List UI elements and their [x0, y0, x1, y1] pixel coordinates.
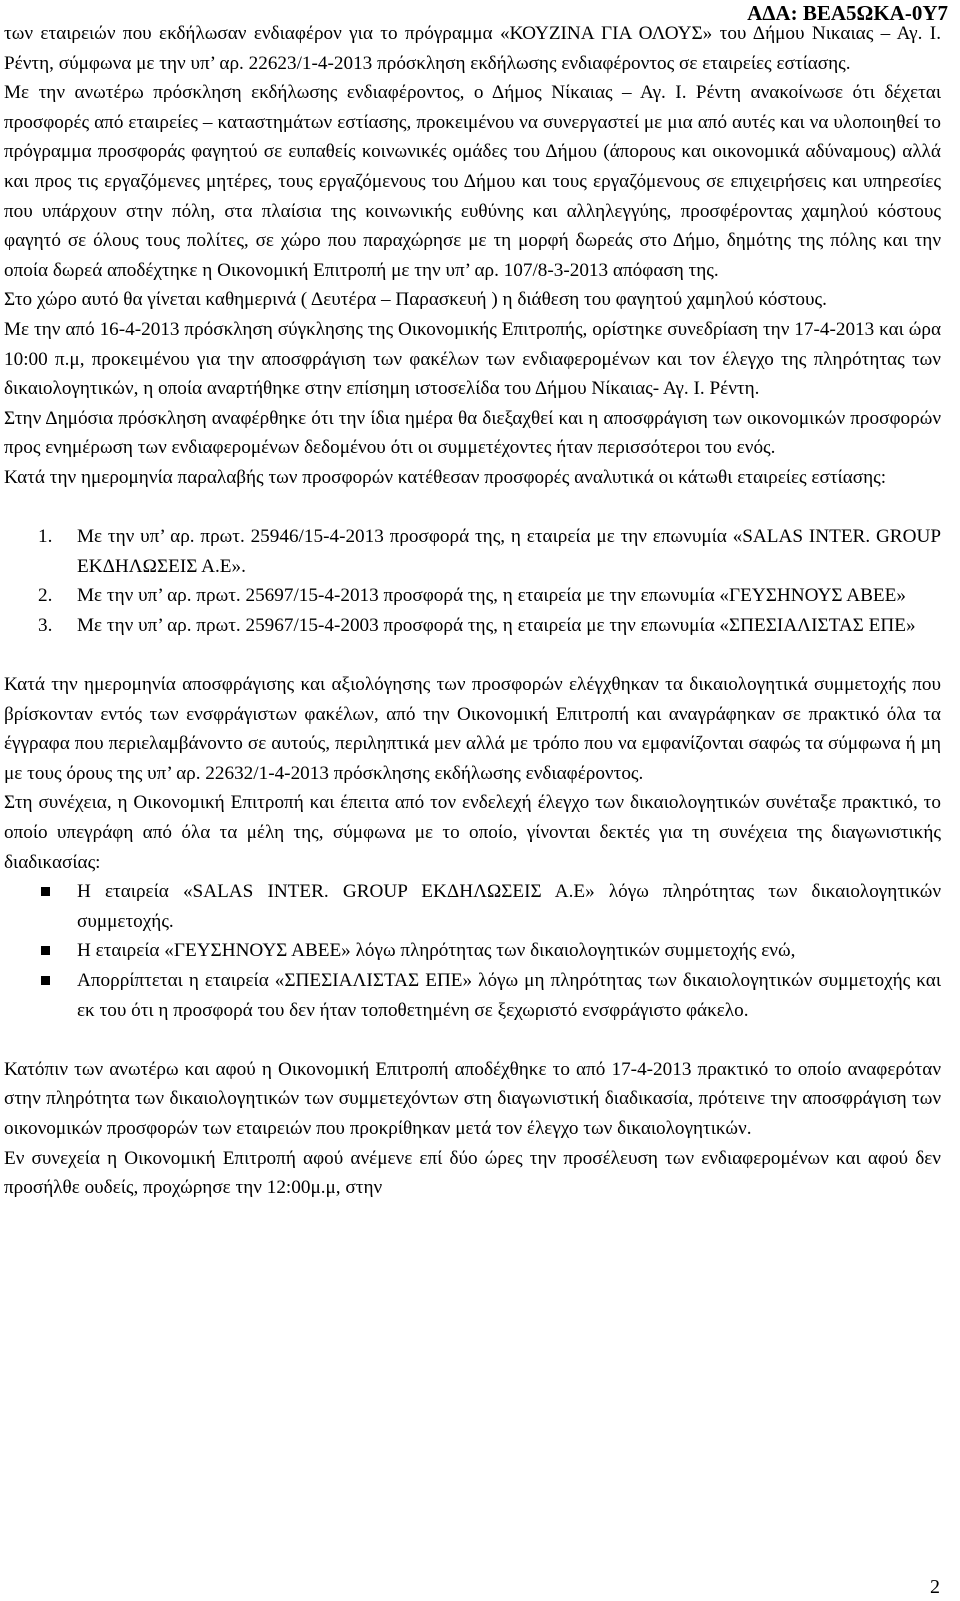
paragraph: Με την ανωτέρω πρόσκληση εκδήλωσης ενδιαφέροντος, ο Δήμος Νίκαιας – Αγ. Ι. Ρέντη ανακοίνωσε ότι δέχεται προσφορές από εταιρείες – καταστημάτων εστίασης, προκειμένου να συνεργαστεί με μια από αυτές και να υλοποιηθεί το πρόγραμμα προσφοράς φαγητού σε ευπαθείς κοινωνικές ομάδες του Δήμου (άπορους και οικονομικά αδύναμους) αλλά και προς τις εργαζόμενες μητέρες, τους εργαζόμενους του Δήμου και τους εργαζόμενους σε επιχειρήσεις και υπηρεσίες που υπάρχουν στην πόλη, στα πλαίσια της κοινωνικής ευθύνης και αλληλεγγύης, προσφέροντας χαμηλού κόστους φαγητό σε όλους τους πολίτες, σε χώρο που παραχώρησε με τη μορφή δωρεάς στο Δήμο, δημότης της πόλης και την οποία δωρεά αποδέχτηκε η Οικονομική Επιτροπή με την υπ’ αρ. 107/8-3-2013 απόφαση της. [4, 82, 941, 281]
spacer [4, 1025, 941, 1055]
list-item-text: Η εταιρεία «SALAS INTER. GROUP ΕΚΔΗΛΩΣΕΙΣ Α.Ε» λόγω πληρότητας των δικαιολογητικών συμμετοχής. [77, 881, 941, 932]
ada-code: ΑΔΑ: ΒΕΑ5ΩΚΑ-0Υ7 [747, 1, 948, 25]
list-item [4, 581, 941, 611]
list-item [4, 936, 941, 966]
list-number: 3. [38, 614, 53, 636]
list-item [4, 877, 941, 936]
list-item [4, 522, 941, 581]
list-item-text: Με την υπ’ αρ. πρωτ. 25946/15-4-2013 προσφορά της, η εταιρεία με την επωνυμία «SALAS INTER. GROUP ΕΚΔΗΛΩΣΕΙΣ Α.Ε». [77, 526, 941, 577]
list-item-text: Απορρίπτεται η εταιρεία «ΣΠΕΣΙΑΛΙΣΤΑΣ ΕΠΕ» λόγω μη πληρότητας των δικαιολογητικών συμμετοχής και εκ του ότι η προσφορά του δεν ήταν τοποθετημένη σε ξεχωριστό ενσφράγιστο φάκελο. [77, 970, 941, 1021]
square-bullet-icon [41, 887, 50, 896]
list-number: 2. [38, 585, 53, 607]
paragraph: Στο χώρο αυτό θα γίνεται καθημερινά ( Δευτέρα – Παρασκευή ) η διάθεση του φαγητού χαμηλού κόστους. [4, 289, 827, 311]
offers-list [4, 522, 941, 640]
square-bullet-icon [41, 976, 50, 985]
spacer [4, 493, 941, 523]
list-item-text: Με την υπ’ αρ. πρωτ. 25697/15-4-2013 προσφορά της, η εταιρεία με την επωνυμία «ΓΕΥΣΗΝΟΥΣ ΑΒΕΕ» [77, 585, 906, 607]
paragraph: Στην Δημόσια πρόσκληση αναφέρθηκε ότι την ίδια ημέρα θα διεξαχθεί και η αποσφράγιση των οικονομικών προσφορών προς ενημέρωση των ενδιαφερομένων δεδομένου ότι οι συμμετέχοντες ήταν περισσότεροι του ενός. [4, 407, 941, 459]
page-number: 2 [930, 1576, 940, 1598]
square-bullet-icon [41, 946, 50, 955]
paragraph: Με την από 16-4-2013 πρόσκληση σύγκλησης της Οικονομικής Επιτροπής, ορίστηκε συνεδρίαση την 17-4-2013 και ώρα 10:00 π.μ, προκειμένου για την αποσφράγιση των φακέλων των ενδιαφερομένων και τον έλεγχο της πληρότητας των δικαιολογητικών, η οποία αναρτήθηκε στην επίσημη ιστοσελίδα του Δήμου Νίκαιας- Αγ. Ι. Ρέντη. [4, 318, 941, 400]
paragraph: Κατά την ημερομηνία αποσφράγισης και αξιολόγησης των προσφορών ελέγχθηκαν τα δικαιολογητικά συμμετοχής που βρίσκονταν εντός των ενσφράγιστων φακέλων, από την Οικονομική Επιτροπή και αναγράφηκαν σε πρακτικό όλα τα έγγραφα που περιελαμβάνοντο σε αυτούς, περιληπτικά μεν αλλά με τρόπο που να εμφανίζονται σαφώς τα σύμφωνα ή μη με τους όρους της υπ’ αρ. 22632/1-4-2013 πρόσκλησης εκδήλωσης ενδιαφέροντος. [4, 674, 941, 784]
list-item [4, 966, 941, 1025]
paragraph: Εν συνεχεία η Οικονομική Επιτροπή αφού ανέμενε επί δύο ώρες την προσέλευση των ενδιαφερομένων και αφού δεν προσήλθε ουδείς, προχώρησε την 12:00μ.μ, στην [4, 1147, 941, 1199]
document-body [4, 19, 941, 1203]
paragraph: Κατά την ημερομηνία παραλαβής των προσφορών κατέθεσαν προσφορές αναλυτικά οι κάτωθι εταιρείες εστίασης: [4, 466, 887, 488]
paragraph: Κατόπιν των ανωτέρω και αφού η Οικονομική Επιτροπή αποδέχθηκε το από 17-4-2013 πρακτικό το οποίο αναφερόταν στην πληρότητα των δικαιολογητικών των συμμετεχόντων στη διαγωνιστική διαδικασία, πρότεινε την αποσφράγιση των οικονομικών προσφορών των εταιρειών που προκρίθηκαν μετά τον έλεγχο των δικαιολογητικών. [4, 1058, 941, 1139]
paragraph: Στη συνέχεια, η Οικονομική Επιτροπή και έπειτα από τον ενδελεχή έλεγχο των δικαιολογητικών συνέταξε πρακτικό, το οποίο υπεγράφη από όλα τα μέλη της, σύμφωνα με το οποίο, γίνονται δεκτές για τη συνέχεια της διαγωνιστικής διαδικασίας: [4, 792, 941, 873]
list-number: 1. [38, 526, 53, 548]
decisions-list [4, 877, 941, 1025]
list-item [4, 611, 941, 641]
list-item-text: Η εταιρεία «ΓΕΥΣΗΝΟΥΣ ΑΒΕΕ» λόγω πληρότητας των δικαιολογητικών συμμετοχής ενώ, [77, 940, 796, 962]
spacer [4, 640, 941, 670]
list-item-text: Με την υπ’ αρ. πρωτ. 25967/15-4-2003 προσφορά της, η εταιρεία με την επωνυμία «ΣΠΕΣΙΑΛΙΣΤΑΣ ΕΠΕ» [77, 614, 916, 636]
paragraph: των εταιρειών που εκδήλωσαν ενδιαφέρον για το πρόγραμμα «ΚΟΥΖΙΝΑ ΓΙΑ ΟΛΟΥΣ» του Δήμου Νικαιας – Αγ. Ι. Ρέντη, σύμφωνα με την υπ’ αρ. 22623/1-4-2013 πρόσκληση εκδήλωσης ενδιαφέροντος σε εταιρείες εστίασης. [4, 23, 941, 74]
